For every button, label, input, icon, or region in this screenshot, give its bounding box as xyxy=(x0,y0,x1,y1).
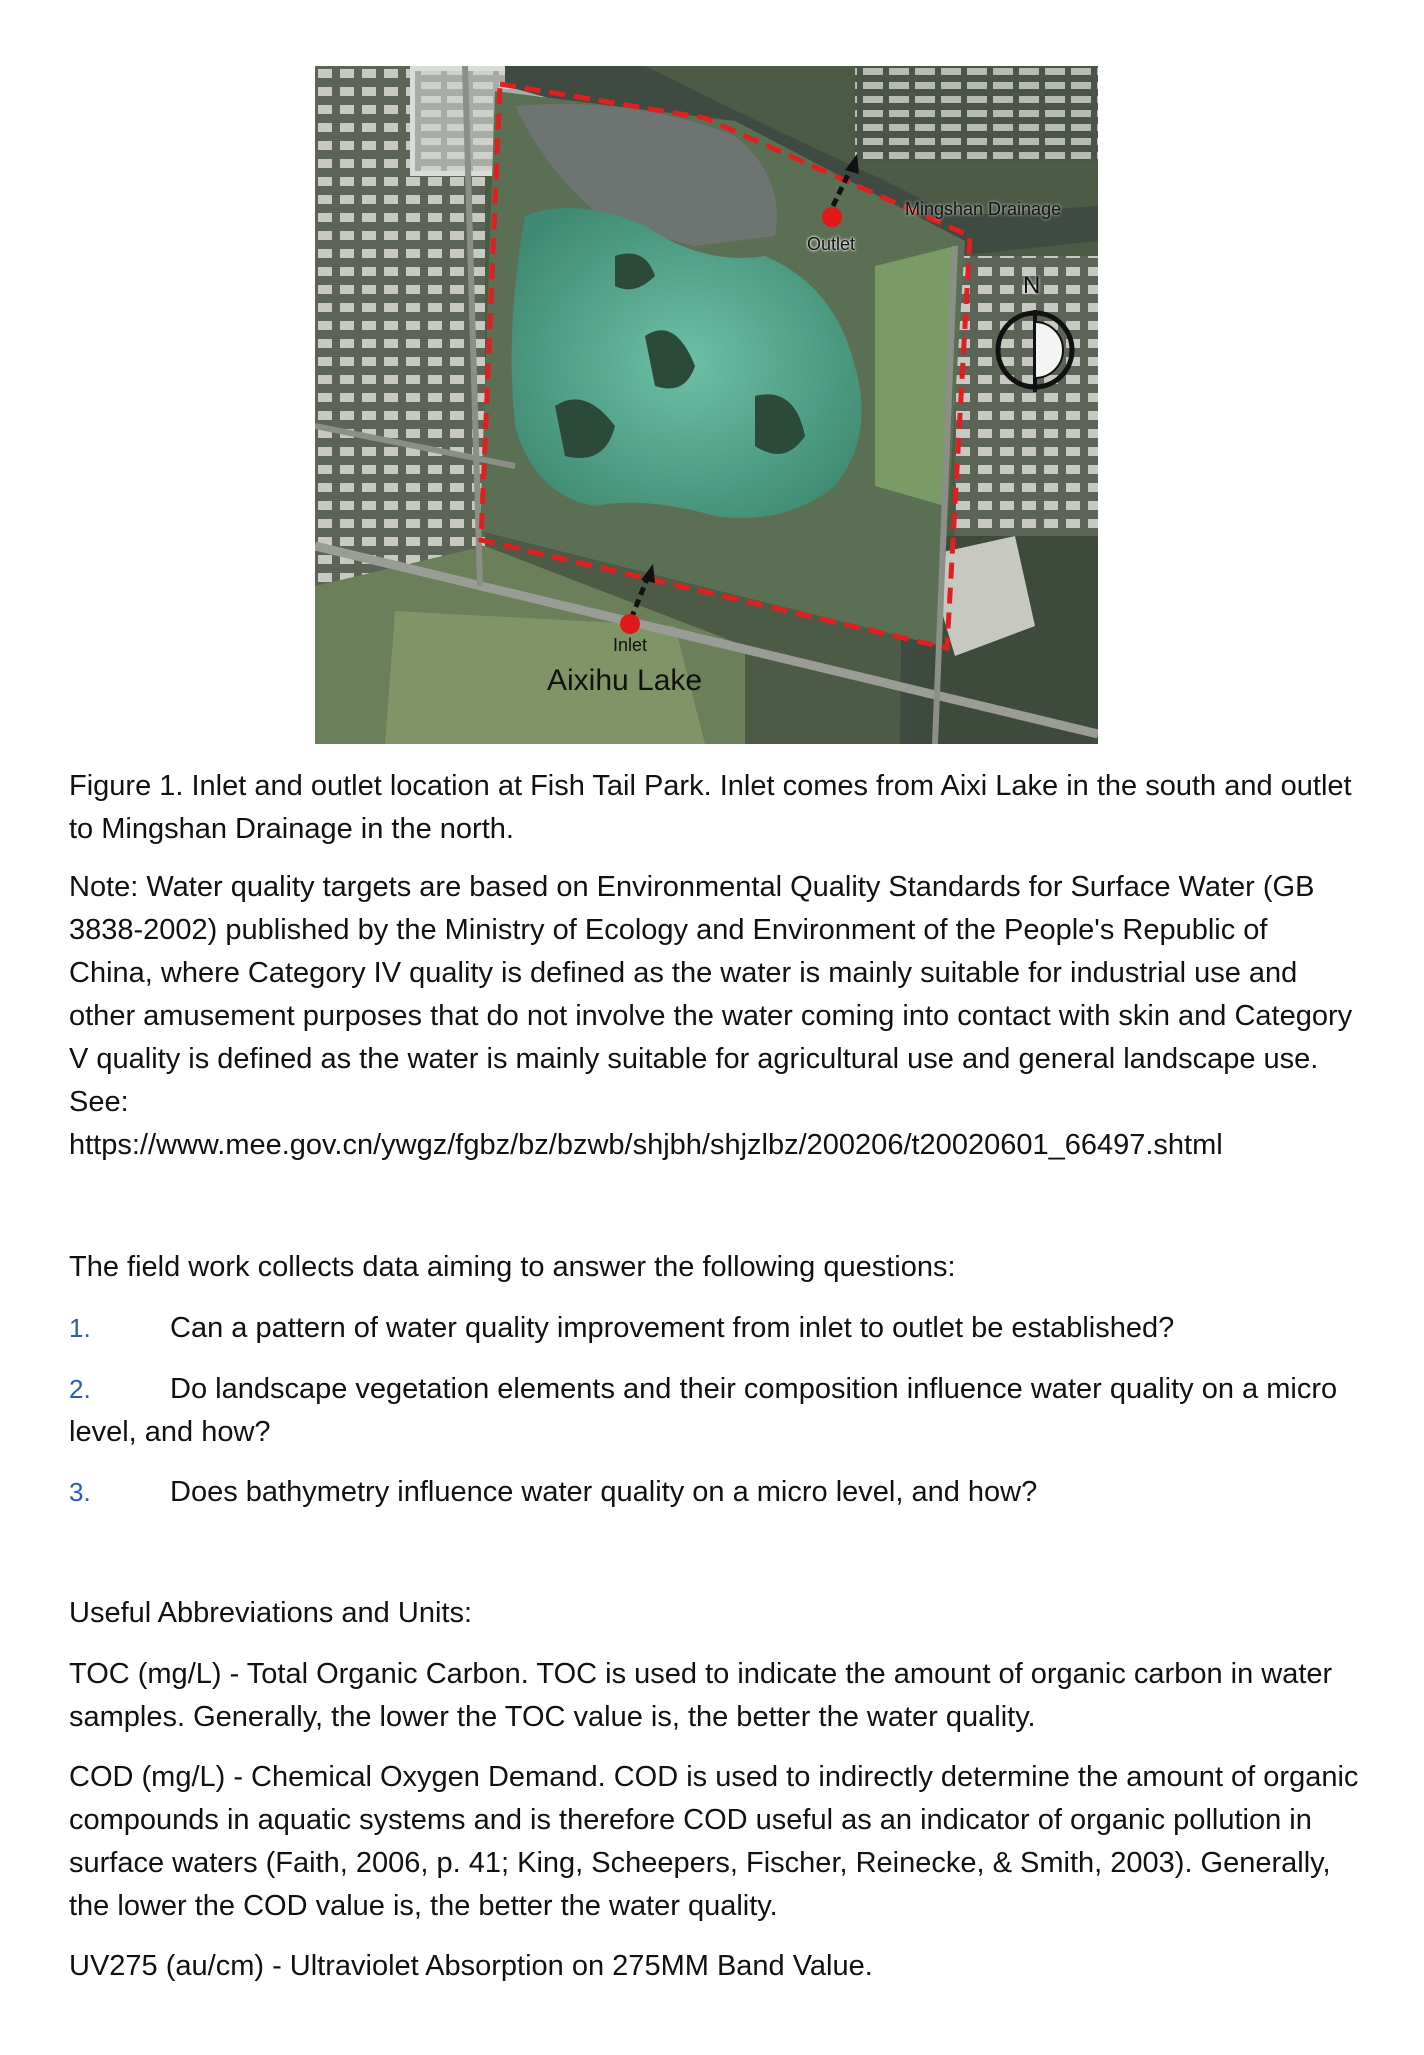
cod-definition: COD (mg/L) - Chemical Oxygen Demand. COD is used to indirectly determine the amount of organic compounds in aquatic systems and is therefore COD useful as an indicator of organic pollution in surface waters (Faith, 2006, p. 41; King, Scheepers, Fischer, Reinecke, & Smith, 2003). Generally, the lower the COD value is, the better the water quality. xyxy=(69,1761,1359,1922)
question-number: 3. xyxy=(69,1477,91,1507)
toc-definition: TOC (mg/L) - Total Organic Carbon. TOC is used to indicate the amount of organic carbon in water samples. Generally, the lower the TOC value is, the better the water quality. xyxy=(69,1658,1333,1733)
question-item xyxy=(69,1307,1359,1350)
aerial-map-image xyxy=(315,66,1098,744)
questions-intro: The field work collects data aiming to answer the following questions: xyxy=(69,1251,956,1283)
note-paragraph xyxy=(69,866,1359,1167)
inlet-label: Inlet xyxy=(613,635,648,655)
question-text: Does bathymetry influence water quality on a micro level, and how? xyxy=(170,1476,1038,1508)
question-text: Do landscape vegetation elements and their composition influence water quality on a micro level, and how? xyxy=(69,1373,1338,1448)
question-item xyxy=(69,1471,1359,1514)
lake-label: Aixihu Lake xyxy=(547,664,703,697)
note-url-link[interactable]: https://www.mee.gov.cn/ywgz/fgbz/bz/bzwb/shjbh/shjzlbz/200206/t20020601_66497.shtml xyxy=(69,1129,1223,1161)
aerial-map-figure xyxy=(315,66,1098,744)
question-number: 1. xyxy=(69,1313,91,1343)
north-label: N xyxy=(1023,272,1041,299)
uv-definition: UV275 (au/cm) - Ultraviolet Absorption on 275MM Band Value. xyxy=(69,1950,873,1982)
abbreviations-heading: Useful Abbreviations and Units: xyxy=(69,1597,472,1629)
outlet-label: Outlet xyxy=(807,234,856,254)
drainage-label: Mingshan Drainage xyxy=(905,199,1062,219)
question-number: 2. xyxy=(69,1374,91,1404)
question-text: Can a pattern of water quality improvement from inlet to outlet be established? xyxy=(170,1312,1175,1344)
figure-caption: Figure 1. Inlet and outlet location at Fish Tail Park. Inlet comes from Aixi Lake in the south and outlet to Mingshan Drainage in the north. xyxy=(69,770,1352,845)
note-text: Note: Water quality targets are based on Environmental Quality Standards for Surface Water (GB 3838-2002) published by the Ministry of Ecology and Environment of the People's Republic of China, where Category IV quality is defined as the water is mainly suitable for industrial use and other amusement purposes that do not involve the water coming into contact with skin and Category V quality is defined as the water is mainly suitable for agricultural use and general landscape use. See: xyxy=(69,871,1353,1118)
question-item xyxy=(69,1368,1359,1454)
